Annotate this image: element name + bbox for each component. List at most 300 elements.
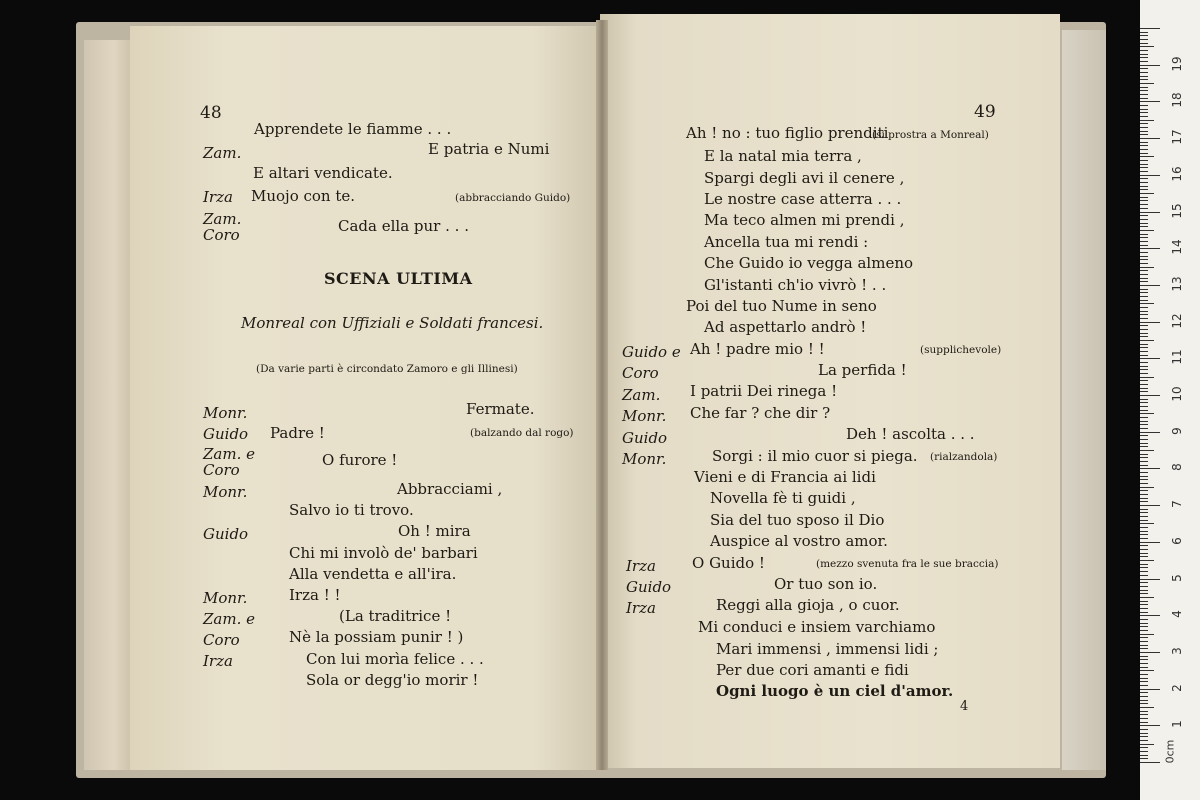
- ruler-tick: [1140, 377, 1154, 378]
- verse-line: Alla vendetta e all'ira.: [289, 565, 457, 583]
- ruler-tick: [1140, 127, 1148, 128]
- ruler-tick: [1140, 72, 1148, 73]
- ruler-tick: [1140, 534, 1148, 535]
- ruler-tick: [1140, 369, 1148, 370]
- ruler-tick: [1140, 333, 1148, 334]
- ruler-tick: [1140, 501, 1148, 502]
- ruler-tick: [1140, 678, 1148, 679]
- ruler-tick: [1140, 171, 1148, 172]
- stage-direction: (abbracciando Guido): [455, 192, 571, 204]
- ruler-tick: [1140, 571, 1148, 572]
- ruler-tick: [1140, 274, 1148, 275]
- stage-direction: (mezzo svenuta fra le sue braccia): [816, 558, 999, 570]
- ruler-tick: [1140, 729, 1148, 730]
- ruler-tick: [1140, 406, 1148, 407]
- ruler-tick: [1140, 615, 1160, 616]
- ruler-tick: [1140, 160, 1148, 161]
- ruler-tick: [1140, 54, 1148, 55]
- ruler-number: 9: [1170, 426, 1184, 435]
- ruler-tick: [1140, 245, 1148, 246]
- ruler-tick: [1140, 696, 1148, 697]
- ruler-tick: [1140, 601, 1148, 602]
- verse-line: Per due cori amanti e fidi: [716, 661, 909, 679]
- ruler-tick: [1140, 215, 1148, 216]
- ruler-tick: [1140, 318, 1148, 319]
- ruler-tick: [1140, 307, 1148, 308]
- ruler-tick: [1140, 281, 1148, 282]
- ruler-tick: [1140, 751, 1148, 752]
- ruler-tick: [1140, 457, 1148, 458]
- ruler-tick: [1140, 586, 1148, 587]
- ruler-tick: [1140, 399, 1148, 400]
- ruler-tick: [1140, 373, 1148, 374]
- verse-line: Le nostre case atterra . . .: [704, 190, 902, 208]
- ruler-tick: [1140, 197, 1148, 198]
- ruler-tick: [1140, 582, 1148, 583]
- stage-direction: (supplichevole): [920, 344, 1002, 356]
- ruler-tick: [1140, 758, 1148, 759]
- ruler-tick: [1140, 531, 1148, 532]
- ruler-tick: [1140, 564, 1148, 565]
- ruler-number: 15: [1170, 202, 1184, 219]
- ruler-tick: [1140, 593, 1148, 594]
- ruler-tick: [1140, 670, 1154, 671]
- verse-line: Mi conduci e insiem varchiamo: [698, 618, 936, 636]
- book-edge-right: [1062, 30, 1106, 770]
- ruler-tick: [1140, 725, 1160, 726]
- ruler-tick: [1140, 134, 1148, 135]
- ruler-number: 1: [1170, 720, 1184, 729]
- ruler-number: 5: [1170, 573, 1184, 582]
- ruler-tick: [1140, 167, 1148, 168]
- ruler-tick: [1140, 549, 1148, 550]
- ruler-tick: [1140, 322, 1160, 323]
- ruler-tick: [1140, 538, 1148, 539]
- ruler-tick: [1140, 432, 1160, 433]
- speaker-label: Coro: [622, 364, 659, 382]
- ruler-tick: [1140, 523, 1154, 524]
- ruler-tick: [1140, 248, 1160, 249]
- verse-line: Ah ! no : tuo figlio prenditi: [686, 124, 889, 142]
- ruler-tick: [1140, 237, 1148, 238]
- ruler-tick: [1140, 219, 1148, 220]
- ruler-tick: [1140, 94, 1148, 95]
- ruler-tick: [1140, 256, 1148, 257]
- ruler-tick: [1140, 692, 1148, 693]
- ruler-tick: [1140, 755, 1148, 756]
- ruler-tick: [1140, 703, 1148, 704]
- ruler-tick: [1140, 689, 1160, 690]
- ruler-tick: [1140, 681, 1148, 682]
- ruler-tick: [1140, 579, 1160, 580]
- speaker-label: Guido: [626, 578, 672, 596]
- ruler-unit-label: 0cm: [1163, 739, 1177, 764]
- ruler-tick: [1140, 189, 1148, 190]
- ruler-tick: [1140, 612, 1148, 613]
- verse-line: Oh ! mira: [398, 522, 471, 540]
- ruler-tick: [1140, 762, 1160, 763]
- ruler-tick: [1140, 516, 1148, 517]
- ruler-number: 17: [1170, 129, 1184, 145]
- ruler-tick: [1140, 362, 1148, 363]
- ruler-number: 6: [1170, 536, 1184, 545]
- ruler-tick: [1140, 630, 1148, 631]
- ruler-tick: [1140, 435, 1148, 436]
- speaker-label: Irza: [626, 557, 656, 575]
- verse-line: Sorgi : il mio cuor si piega.: [712, 447, 918, 465]
- speaker-label: Monr.: [203, 483, 248, 501]
- verse-line: Muojo con te.: [251, 187, 356, 205]
- stage-direction: (balzando dal rogo): [470, 427, 574, 439]
- ruler-tick: [1140, 340, 1154, 341]
- speaker-label: Monr.: [203, 589, 248, 607]
- ruler-number: 19: [1170, 56, 1184, 72]
- ruler-tick: [1140, 685, 1148, 686]
- ruler-tick: [1140, 648, 1148, 649]
- ruler-tick: [1140, 736, 1148, 737]
- ruler-tick: [1140, 61, 1148, 62]
- ruler-tick: [1140, 505, 1160, 506]
- ruler-tick: [1140, 226, 1148, 227]
- speaker-label: Monr.: [203, 404, 248, 422]
- ruler-tick: [1140, 520, 1148, 521]
- ruler-tick: [1140, 707, 1154, 708]
- ruler-tick: [1140, 652, 1160, 653]
- book-edge-left: [84, 40, 134, 770]
- ruler-tick: [1140, 747, 1148, 748]
- speaker-label: Guido: [203, 525, 249, 543]
- verse-line: Padre !: [270, 424, 325, 442]
- ruler-tick: [1140, 667, 1148, 668]
- ruler-tick: [1140, 542, 1160, 543]
- ruler-tick: [1140, 733, 1148, 734]
- ruler-tick: [1140, 230, 1154, 231]
- speaker-label: Irza: [203, 188, 233, 206]
- ruler-tick: [1140, 358, 1160, 359]
- ruler-tick: [1140, 292, 1148, 293]
- ruler-tick: [1140, 410, 1148, 411]
- ruler-tick: [1140, 39, 1148, 40]
- ruler-number: 8: [1170, 463, 1184, 472]
- ruler-tick: [1140, 711, 1148, 712]
- speaker-label: Zam.: [622, 386, 661, 404]
- ruler-number: 16: [1170, 166, 1184, 182]
- verse-line: Novella fè ti guidi ,: [710, 489, 856, 507]
- ruler-tick: [1140, 98, 1148, 99]
- ruler-tick: [1140, 57, 1148, 58]
- speaker-label: Zam. e: [203, 445, 256, 463]
- ruler-tick: [1140, 656, 1148, 657]
- ruler-number: 13: [1170, 276, 1184, 292]
- ruler-tick: [1140, 289, 1148, 290]
- ruler-tick: [1140, 325, 1148, 326]
- speaker-label: Irza: [203, 652, 233, 670]
- ruler-tick: [1140, 204, 1148, 205]
- ruler-tick: [1140, 178, 1148, 179]
- ruler-tick: [1140, 380, 1148, 381]
- ruler-tick: [1140, 112, 1148, 113]
- ruler-tick: [1140, 626, 1148, 627]
- ruler-number: 10: [1170, 386, 1184, 402]
- ruler-tick: [1140, 200, 1148, 201]
- ruler-tick: [1140, 663, 1148, 664]
- ruler-tick: [1140, 263, 1148, 264]
- ruler-tick: [1140, 454, 1148, 455]
- ruler-tick: [1140, 83, 1154, 84]
- ruler-tick: [1140, 744, 1154, 745]
- stage-direction: (Da varie parti è circondato Zamoro e gli Illinesi): [256, 363, 518, 375]
- ruler-tick: [1140, 476, 1148, 477]
- verse-line: Che far ? che dir ?: [690, 404, 831, 422]
- ruler-tick: [1140, 479, 1148, 480]
- ruler-tick: [1140, 421, 1148, 422]
- speaker-label: Coro: [203, 226, 240, 244]
- ruler-tick: [1140, 490, 1148, 491]
- ruler-tick: [1140, 597, 1154, 598]
- verse-line: Chi mi involò de' barbari: [289, 544, 478, 562]
- ruler-tick: [1140, 575, 1148, 576]
- ruler-tick: [1140, 604, 1148, 605]
- verse-line: Ancella tua mi rendi :: [704, 233, 869, 251]
- verse-line: Irza ! !: [289, 586, 341, 604]
- ruler-tick: [1140, 645, 1148, 646]
- ruler-tick: [1140, 156, 1154, 157]
- ruler-tick: [1140, 388, 1148, 389]
- ruler-tick: [1140, 300, 1148, 301]
- ruler-tick: [1140, 439, 1148, 440]
- ruler-tick: [1140, 120, 1154, 121]
- ruler-tick: [1140, 234, 1148, 235]
- ruler-tick: [1140, 43, 1148, 44]
- ruler-number: 11: [1170, 349, 1184, 365]
- ruler-tick: [1140, 278, 1148, 279]
- ruler-tick: [1140, 35, 1148, 36]
- ruler-number: 7: [1170, 500, 1184, 508]
- ruler-tick: [1140, 556, 1148, 557]
- verse-line: O Guido !: [692, 554, 765, 572]
- ruler-tick: [1140, 590, 1148, 591]
- ruler-tick: [1140, 105, 1148, 106]
- ruler-tick: [1140, 267, 1154, 268]
- ruler-tick: [1140, 212, 1160, 213]
- ruler-tick: [1140, 153, 1148, 154]
- ruler-tick: [1140, 714, 1148, 715]
- ruler-tick: [1140, 32, 1148, 33]
- ruler-tick: [1140, 175, 1160, 176]
- ruler-tick: [1140, 553, 1148, 554]
- verse-line: Abbracciami ,: [397, 480, 503, 498]
- ruler-tick: [1140, 252, 1148, 253]
- scene-heading: SCENA ULTIMA: [324, 269, 473, 288]
- ruler-tick: [1140, 46, 1154, 47]
- ruler-tick: [1140, 740, 1148, 741]
- ruler-tick: [1140, 87, 1148, 88]
- ruler-tick: [1140, 347, 1148, 348]
- ruler-tick: [1140, 659, 1148, 660]
- verse-line: I patrii Dei rinega !: [690, 382, 838, 400]
- speaker-label: Zam.: [203, 210, 242, 228]
- verse-line: Salvo io ti trovo.: [289, 501, 414, 519]
- ruler-tick: [1140, 443, 1148, 444]
- ruler-tick: [1140, 722, 1148, 723]
- signature-mark: 4: [960, 699, 969, 714]
- ruler-tick: [1140, 487, 1154, 488]
- speaker-label: Guido e: [622, 343, 681, 361]
- ruler-number: 2: [1170, 683, 1184, 692]
- page-number: 49: [974, 102, 996, 122]
- ruler-tick: [1140, 336, 1148, 337]
- ruler-tick: [1140, 527, 1148, 528]
- verse-line: Sia del tuo sposo il Dio: [710, 511, 885, 529]
- verse-line: Ogni luogo è un ciel d'amor.: [716, 682, 954, 700]
- ruler-tick: [1140, 164, 1148, 165]
- ruler-tick: [1140, 446, 1148, 447]
- verse-line: Con lui morìa felice . . .: [306, 650, 484, 668]
- verse-line: Sola or degg'io morir !: [306, 671, 479, 689]
- verse-line: Apprendete le fiamme . . .: [254, 120, 452, 138]
- verse-line: Gl'istanti ch'io vivrò ! . .: [704, 276, 887, 294]
- ruler-tick: [1140, 509, 1148, 510]
- ruler-tick: [1140, 468, 1160, 469]
- speaker-label: Zam.: [203, 144, 242, 162]
- ruler-tick: [1140, 270, 1148, 271]
- verse-line: Or tuo son io.: [774, 575, 878, 593]
- speaker-label: Coro: [203, 461, 240, 479]
- verse-line: Cada ella pur . . .: [338, 217, 469, 235]
- ruler-tick: [1140, 567, 1148, 568]
- ruler-tick: [1140, 700, 1148, 701]
- ruler-tick: [1140, 76, 1148, 77]
- ruler-tick: [1140, 384, 1148, 385]
- ruler-tick: [1140, 68, 1148, 69]
- ruler-tick: [1140, 193, 1154, 194]
- ruler-tick: [1140, 623, 1148, 624]
- ruler-tick: [1140, 494, 1148, 495]
- page-number: 48: [200, 103, 222, 123]
- ruler-number: 12: [1170, 312, 1184, 329]
- verse-line: Reggi alla gioja , o cuor.: [716, 596, 900, 614]
- speaker-label: Guido: [203, 425, 249, 443]
- ruler-tick: [1140, 619, 1148, 620]
- ruler-tick: [1140, 391, 1148, 392]
- ruler-tick: [1140, 329, 1148, 330]
- speaker-label: Irza: [626, 599, 656, 617]
- speaker-label: Guido: [622, 429, 668, 447]
- ruler-tick: [1140, 351, 1148, 352]
- ruler-number: 18: [1170, 92, 1184, 109]
- ruler-tick: [1140, 149, 1148, 150]
- ruler-tick: [1140, 138, 1160, 139]
- ruler-tick: [1140, 90, 1148, 91]
- ruler-tick: [1140, 223, 1148, 224]
- ruler-tick: [1140, 413, 1154, 414]
- speaker-label: Monr.: [622, 450, 667, 468]
- stage-direction: (rialzandola): [930, 451, 998, 463]
- ruler-tick: [1140, 395, 1160, 396]
- verse-line: Mari immensi , immensi lidi ;: [716, 640, 939, 658]
- verse-line: E patria e Numi: [428, 140, 550, 158]
- ruler-number: 4: [1170, 610, 1184, 619]
- verse-line: E la natal mia terra ,: [704, 147, 862, 165]
- ruler-tick: [1140, 560, 1154, 561]
- ruler-tick: [1140, 402, 1148, 403]
- ruler-number: 3: [1170, 647, 1184, 655]
- ruler-tick: [1140, 637, 1148, 638]
- ruler-tick: [1140, 28, 1160, 29]
- speaker-label: Coro: [203, 631, 240, 649]
- ruler-number: 14: [1170, 239, 1184, 255]
- verse-line: Nè la possiam punir ! ): [289, 628, 464, 646]
- verse-line: La perfida !: [818, 361, 907, 379]
- ruler-tick: [1140, 259, 1148, 260]
- ruler-tick: [1140, 145, 1148, 146]
- cast-line: Monreal con Uffiziali e Soldati francesi.: [241, 314, 544, 332]
- ruler-tick: [1140, 186, 1148, 187]
- ruler-tick: [1140, 428, 1148, 429]
- ruler-tick: [1140, 634, 1154, 635]
- ruler-tick: [1140, 241, 1148, 242]
- ruler-tick: [1140, 424, 1148, 425]
- ruler-tick: [1140, 344, 1148, 345]
- ruler-tick: [1140, 608, 1148, 609]
- ruler-tick: [1140, 79, 1148, 80]
- ruler-tick: [1140, 131, 1148, 132]
- ruler-tick: [1140, 641, 1148, 642]
- stage-direction: (si prostra a Monreal): [872, 129, 989, 141]
- ruler-tick: [1140, 498, 1148, 499]
- verse-line: Ah ! padre mio ! !: [690, 340, 825, 358]
- ruler-tick: [1140, 109, 1148, 110]
- ruler-tick: [1140, 208, 1148, 209]
- ruler-tick: [1140, 303, 1154, 304]
- ruler-tick: [1140, 483, 1148, 484]
- ruler-tick: [1140, 285, 1160, 286]
- ruler-tick: [1140, 116, 1148, 117]
- verse-line: Ma teco almen mi prendi ,: [704, 211, 905, 229]
- book-gutter: [596, 20, 608, 770]
- verse-line: Che Guido io vegga almeno: [704, 254, 914, 272]
- ruler-tick: [1140, 314, 1148, 315]
- ruler-tick: [1140, 311, 1148, 312]
- ruler-tick: [1140, 545, 1148, 546]
- ruler-tick: [1140, 512, 1148, 513]
- ruler-tick: [1140, 101, 1160, 102]
- verse-line: Ad aspettarlo andrò !: [704, 318, 867, 336]
- verse-line: O furore !: [322, 451, 398, 469]
- ruler-tick: [1140, 450, 1154, 451]
- verse-line: E altari vendicate.: [253, 164, 393, 182]
- measurement-ruler: [1140, 0, 1200, 800]
- ruler-tick: [1140, 366, 1148, 367]
- ruler-tick: [1140, 355, 1148, 356]
- ruler-tick: [1140, 465, 1148, 466]
- verse-line: Auspice al vostro amor.: [710, 532, 888, 550]
- verse-line: Fermate.: [466, 400, 535, 418]
- ruler-tick: [1140, 718, 1148, 719]
- ruler-tick: [1140, 674, 1148, 675]
- ruler-tick: [1140, 123, 1148, 124]
- ruler-tick: [1140, 50, 1148, 51]
- ruler-tick: [1140, 296, 1148, 297]
- ruler-tick: [1140, 65, 1160, 66]
- verse-line: Deh ! ascolta . . .: [846, 425, 975, 443]
- ruler-tick: [1140, 472, 1148, 473]
- ruler-tick: [1140, 182, 1148, 183]
- speaker-label: Zam. e: [203, 610, 256, 628]
- verse-line: Spargi degli avi il cenere ,: [704, 169, 905, 187]
- ruler-tick: [1140, 461, 1148, 462]
- speaker-label: Monr.: [622, 407, 667, 425]
